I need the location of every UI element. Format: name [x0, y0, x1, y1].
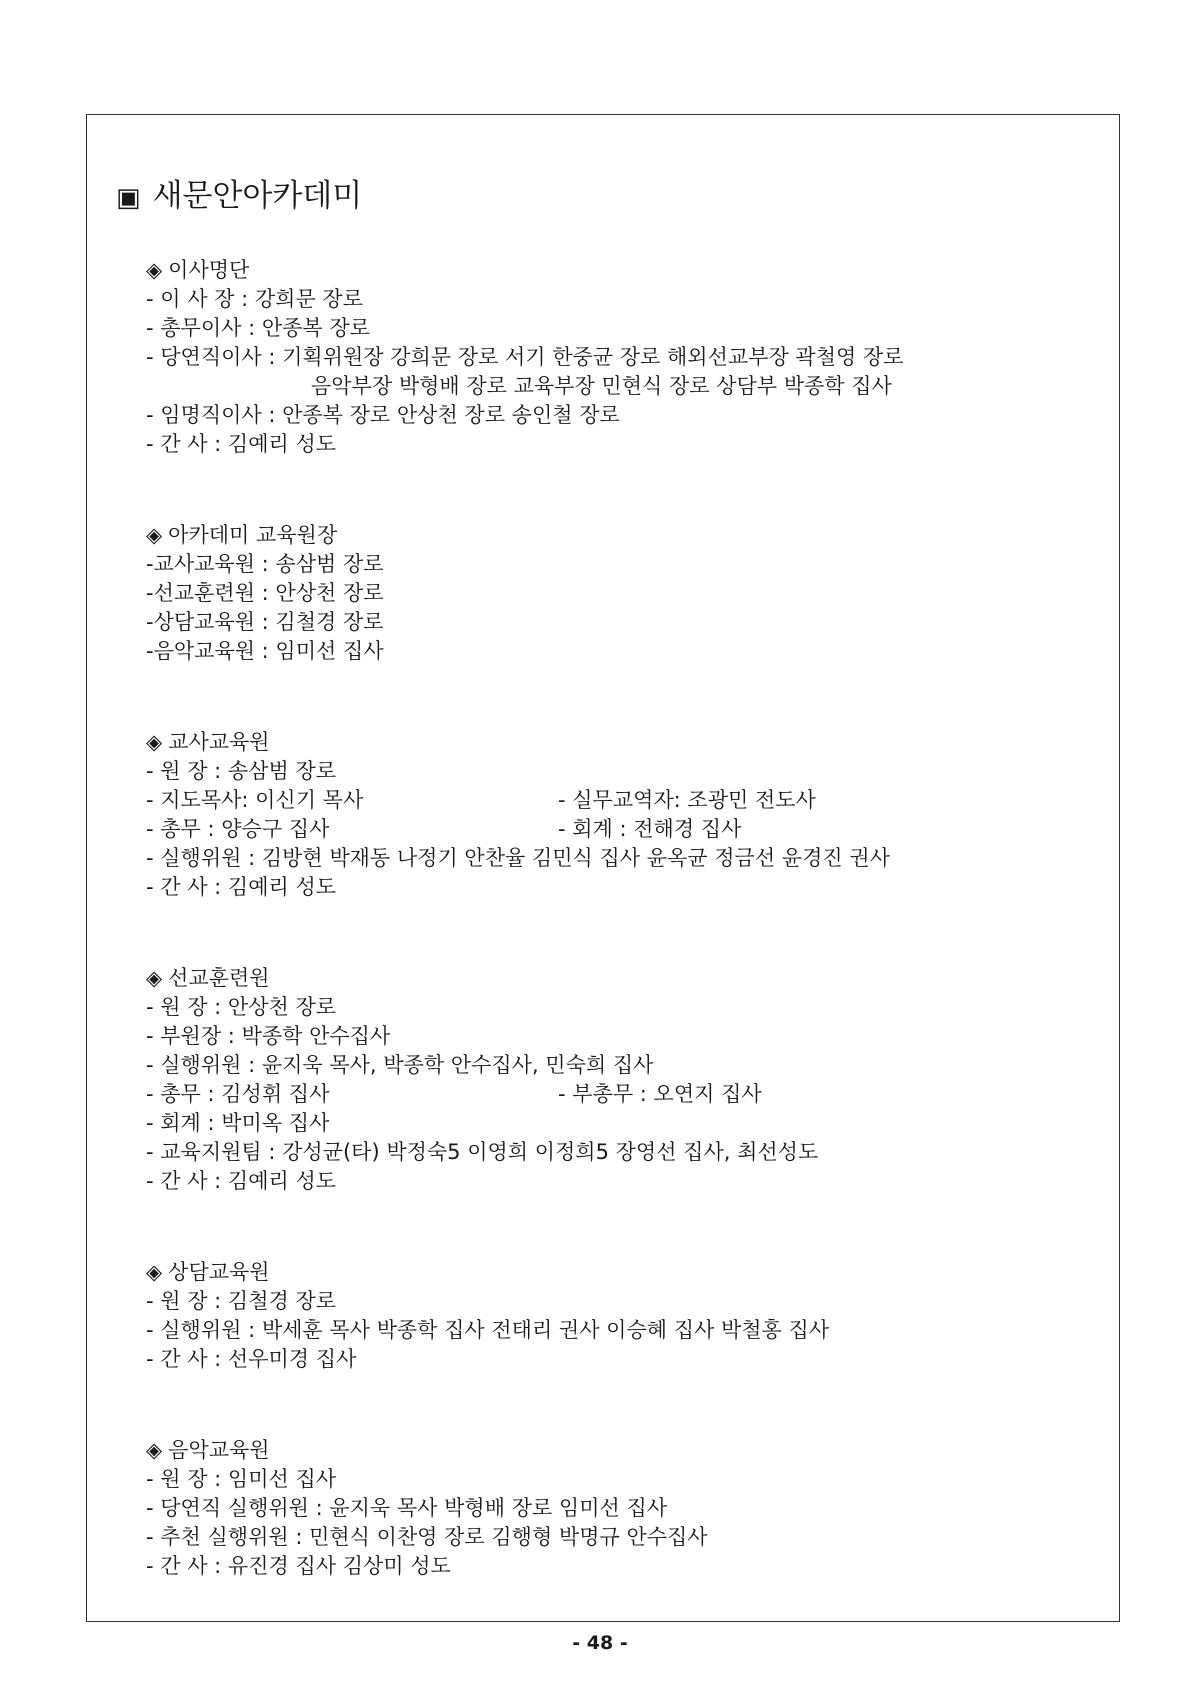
list-item: -교사교육원 : 송삼범 장로 [146, 552, 384, 576]
list-item: - 당연직이사 : 기획위원장 강희문 장로 서기 한중균 장로 해외선교부장 곽철영 장로 [146, 345, 904, 369]
diamond-bullet-icon: ◈ [146, 523, 163, 547]
section-heading-text: 아카데미 교육원장 [168, 523, 338, 547]
section-heading-text: 교사교육원 [168, 730, 270, 754]
list-item: - 실행위원 : 윤지욱 목사, 박종학 안수집사, 민숙희 집사 [146, 1053, 654, 1077]
list-item: - 간 사 : 선우미경 집사 [146, 1347, 357, 1371]
section-heading-text: 상담교육원 [168, 1260, 270, 1284]
list-item-continuation: 음악부장 박형배 장로 교육부장 민현식 장로 상담부 박종학 집사 [311, 374, 892, 398]
list-item: - 부원장 : 박종학 안수집사 [146, 1024, 391, 1048]
list-item: -음악교육원 : 임미선 집사 [146, 639, 384, 663]
section-heading [146, 1258, 1086, 1287]
section-heading [146, 256, 1086, 285]
list-item: - 총무 : 김성휘 집사 [146, 1082, 330, 1106]
diamond-bullet-icon: ◈ [146, 258, 163, 282]
list-item: - 회계 : 전해경 집사 [558, 817, 742, 841]
list-item: - 이 사 장 : 강희문 장로 [146, 287, 363, 311]
list-item: - 간 사 : 유진경 집사 김상미 성도 [146, 1554, 451, 1578]
list-item-row [146, 1080, 1086, 1109]
section-heading-text: 음악교육원 [168, 1438, 270, 1462]
list-item: - 실행위원 : 김방현 박재동 나정기 안찬율 김민식 집사 윤옥균 정금선 윤경진 권사 [146, 846, 890, 870]
list-item: - 추천 실행위원 : 민현식 이찬영 장로 김행형 박명규 안수집사 [146, 1525, 708, 1549]
section-heading-text: 이사명단 [168, 258, 250, 282]
diamond-bullet-icon: ◈ [146, 966, 163, 990]
section-counseling [146, 1258, 1086, 1374]
square-marker-icon: ▣ [116, 183, 141, 213]
document-body [146, 256, 1086, 1643]
section-heading [146, 1436, 1086, 1465]
list-item: - 실무교역자: 조광민 전도사 [558, 788, 816, 812]
section-heading [146, 964, 1086, 993]
section-directors [146, 521, 1086, 666]
list-item: - 부총무 : 오연지 집사 [558, 1082, 762, 1106]
section-heading [146, 728, 1086, 757]
section-heading-text: 선교훈련원 [168, 966, 270, 990]
diamond-bullet-icon: ◈ [146, 1260, 163, 1284]
diamond-bullet-icon: ◈ [146, 1438, 163, 1462]
section-teacher [146, 728, 1086, 902]
list-item: - 교육지원팀 : 강성균(타) 박정숙5 이영희 이정희5 장영선 집사, 최선성도 [146, 1140, 819, 1164]
section-music [146, 1436, 1086, 1581]
page-number: - 48 - [572, 1632, 628, 1654]
list-item-row [146, 815, 1086, 844]
list-item: - 총무 : 양승구 집사 [146, 817, 330, 841]
list-item: - 간 사 : 김예리 성도 [146, 875, 337, 899]
section-heading [146, 521, 1086, 550]
list-item: - 원 장 : 안상천 장로 [146, 995, 337, 1019]
document-title-text: 새문안아카데미 [152, 178, 363, 214]
section-board [146, 256, 1086, 459]
list-item: - 간 사 : 김예리 성도 [146, 432, 337, 456]
section-mission [146, 964, 1086, 1196]
list-item: -상담교육원 : 김철경 장로 [146, 610, 384, 634]
list-item: - 원 장 : 김철경 장로 [146, 1289, 337, 1313]
list-item: - 임명직이사 : 안종복 장로 안상천 장로 송인철 장로 [146, 403, 620, 427]
diamond-bullet-icon: ◈ [146, 730, 163, 754]
list-item: - 총무이사 : 안종복 장로 [146, 316, 370, 340]
list-item: -선교훈련원 : 안상천 장로 [146, 581, 384, 605]
list-item: - 당연직 실행위원 : 윤지욱 목사 박형배 장로 임미선 집사 [146, 1496, 668, 1520]
list-item: - 원 장 : 송삼범 장로 [146, 759, 337, 783]
list-item: - 실행위원 : 박세훈 목사 박종학 집사 전태리 권사 이승혜 집사 박철홍 집사 [146, 1318, 830, 1342]
list-item: - 원 장 : 임미선 집사 [146, 1467, 337, 1491]
list-item: - 지도목사: 이신기 목사 [146, 788, 364, 812]
list-item-row [146, 786, 1086, 815]
list-item: - 간 사 : 김예리 성도 [146, 1169, 337, 1193]
document-title [116, 176, 362, 218]
list-item: - 회계 : 박미옥 집사 [146, 1111, 330, 1135]
